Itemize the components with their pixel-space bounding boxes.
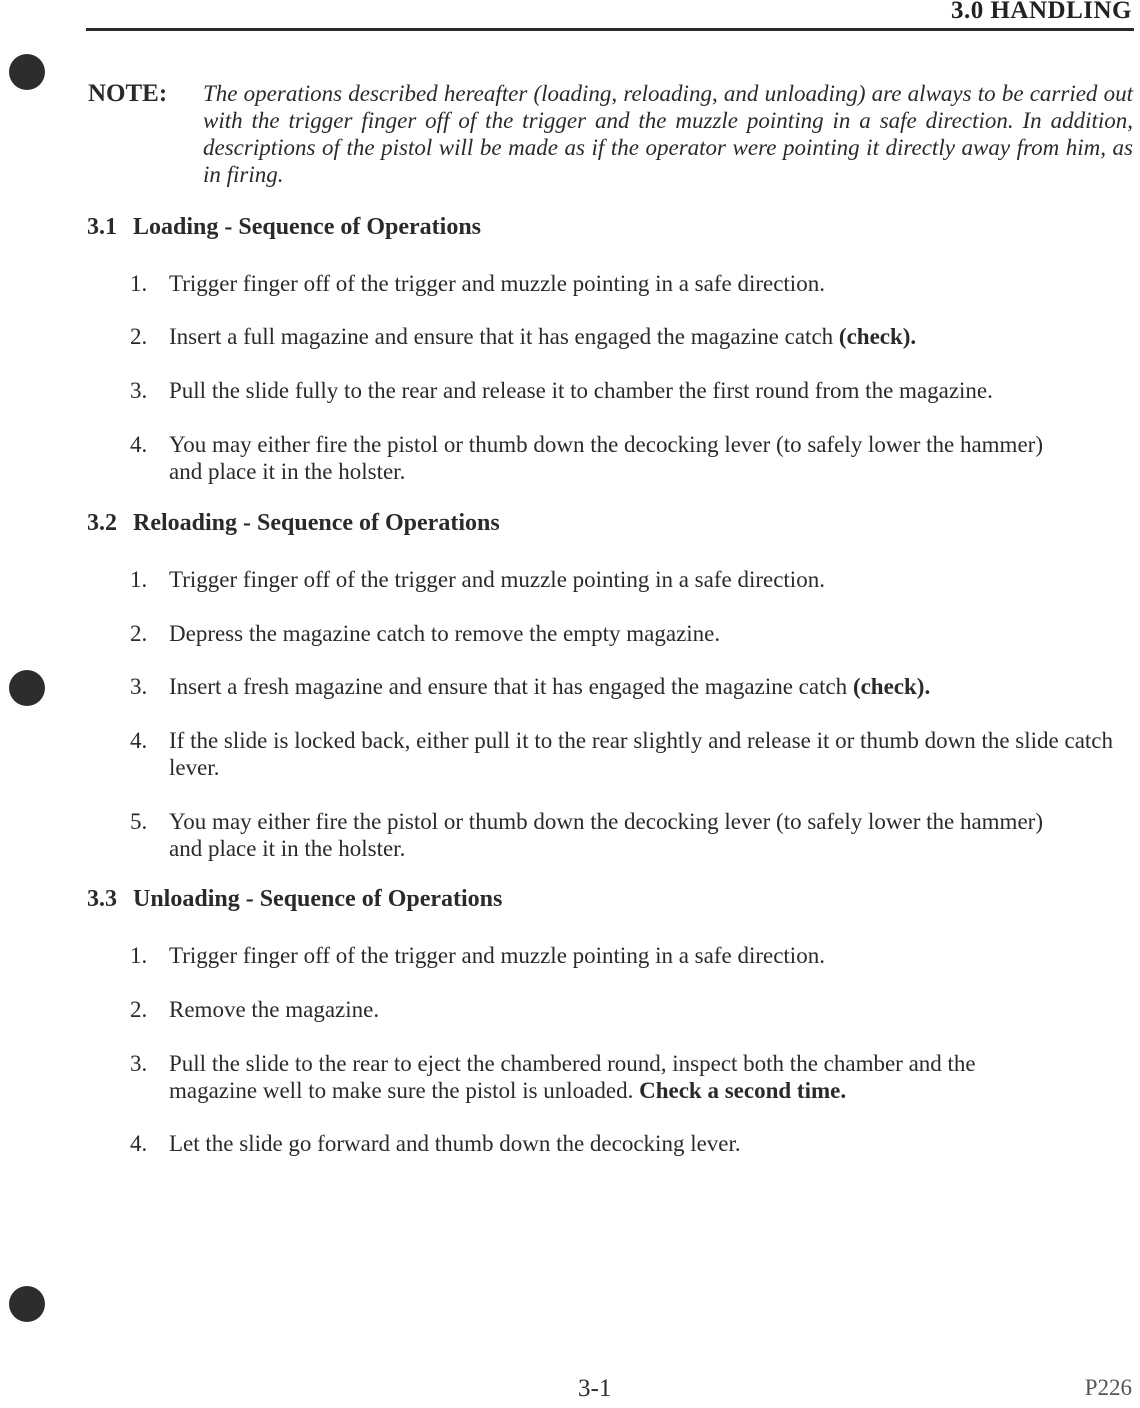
item-number: 4. <box>130 432 148 457</box>
item-number: 1. <box>130 567 148 592</box>
item-text: Insert a fresh magazine and ensure that it has engaged the magazine catch (check). <box>169 674 931 699</box>
note-label: NOTE: <box>88 80 168 107</box>
item-number: 1. <box>130 271 148 296</box>
item-text: Pull the slide fully to the rear and release it to chamber the first round from the magazine. <box>169 378 993 403</box>
section-title-text: Loading - Sequence of Operations <box>133 214 482 240</box>
section-title-reloading <box>87 510 500 537</box>
section-title-text: Unloading - Sequence of Operations <box>133 886 503 912</box>
page-number: 3-1 <box>578 1375 612 1402</box>
item-number: 2. <box>130 997 148 1022</box>
model-label: P226 <box>1084 1375 1132 1400</box>
item-text: You may either fire the pistol or thumb down the decocking lever (to safely lower the hammer) and place it in the holster. <box>169 809 1043 861</box>
item-text: Let the slide go forward and thumb down the decocking lever. <box>169 1131 741 1156</box>
section-number: 3.1 <box>87 214 117 240</box>
section-title-loading <box>87 214 481 241</box>
section-title-text: Reloading - Sequence of Operations <box>133 510 500 536</box>
item-number: 2. <box>130 324 148 349</box>
item-number: 4. <box>130 1131 148 1156</box>
item-emphasis: Check a second time. <box>639 1078 847 1103</box>
item-number: 1. <box>130 943 148 968</box>
item-emphasis: (check). <box>852 674 931 699</box>
item-text: Remove the magazine. <box>169 997 380 1022</box>
item-text: You may either fire the pistol or thumb down the decocking lever (to safely lower the hammer) and place it in the holster. <box>169 432 1043 484</box>
item-number: 3. <box>130 1051 148 1076</box>
item-number: 3. <box>130 378 148 403</box>
chapter-header: 3.0 HANDLING <box>950 0 1132 24</box>
item-text: Depress the magazine catch to remove the empty magazine. <box>169 621 721 646</box>
item-number: 2. <box>130 621 148 646</box>
item-text: Trigger finger off of the trigger and muzzle pointing in a safe direction. <box>169 271 825 296</box>
item-text: Insert a full magazine and ensure that it has engaged the magazine catch (check). <box>169 324 917 349</box>
item-text: Trigger finger off of the trigger and muzzle pointing in a safe direction. <box>169 943 825 968</box>
item-number: 3. <box>130 674 148 699</box>
header-rule <box>86 28 1134 31</box>
binder-hole <box>9 54 45 90</box>
item-text: Trigger finger off of the trigger and muzzle pointing in a safe direction. <box>169 567 825 592</box>
section-number: 3.2 <box>87 510 117 536</box>
item-number: 4. <box>130 728 148 753</box>
section-number: 3.3 <box>87 886 117 912</box>
binder-hole <box>9 670 45 706</box>
section-title-unloading <box>87 886 502 913</box>
item-number: 5. <box>130 809 148 834</box>
note-text: The operations described hereafter (loading, reloading, and unloading) are always to be carried out with the trigger finger off of the trigger and the muzzle pointing in a safe direction. In addition, descriptions of the pistol will be made as if the operator were pointing it directly away from him, as in firing. <box>203 81 1133 187</box>
binder-hole <box>9 1286 45 1322</box>
item-text: Pull the slide to the rear to eject the chambered round, inspect both the chamber and the magazine well to make sure the pistol is unloaded. Check a second time. <box>169 1051 976 1103</box>
item-text: If the slide is locked back, either pull it to the rear slightly and release it or thumb down the slide catch lever. <box>169 728 1113 780</box>
item-emphasis: (check). <box>838 324 917 349</box>
